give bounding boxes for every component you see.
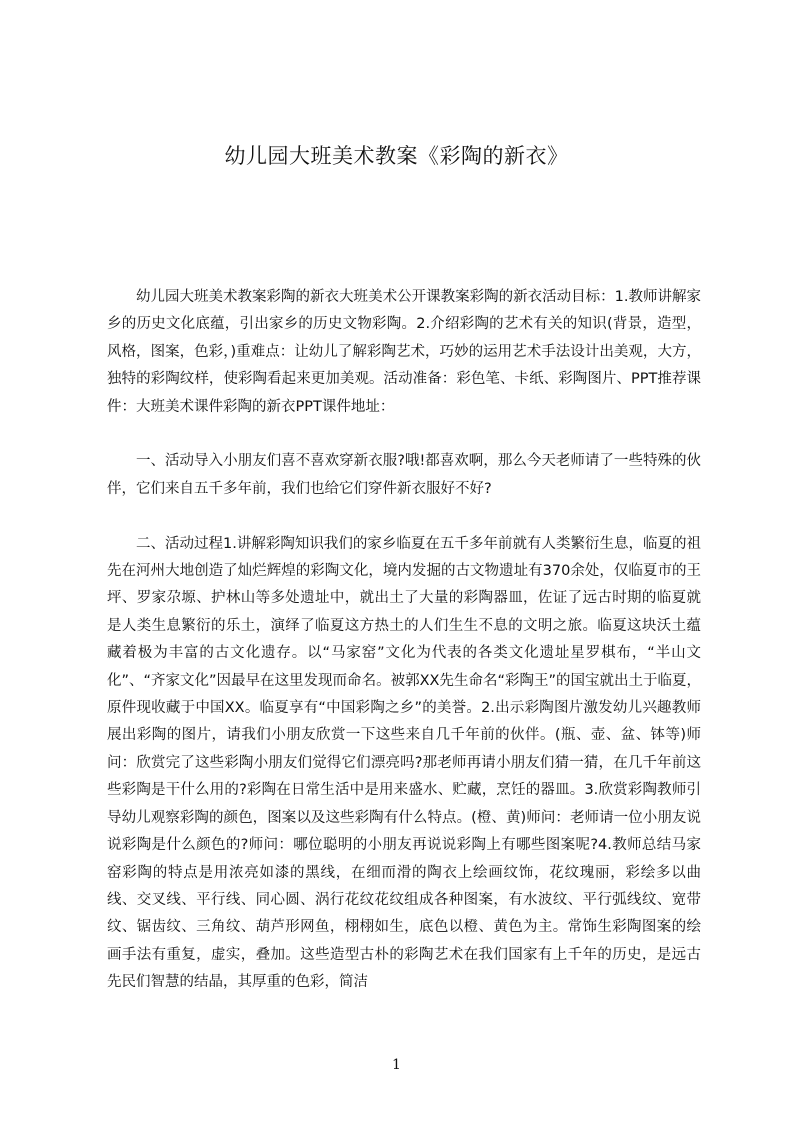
paragraph-activity-process: 二、活动过程1.讲解彩陶知识我们的家乡临夏在五千多年前就有人类繁衍生息，临夏的祖先在河州大地创造了灿烂辉煌的彩陶文化，境内发掘的古文物遗址有370余处，仅临夏市的王坪、罗家尕塬、护林山等多处遗址中，就出土了大量的彩陶器皿，佐证了远古时期的临夏就是人类生息繁衍的乐土，演绎了临夏这方热土的人们生生不息的文明之旅。临夏这块沃土蕴藏着极为丰富的古文化遗存。以“马家窑”文化为代表的各类文化遗址星罗棋布，“半山文化”、“齐家文化”因最早在这里发现而命名。被郭XX先生命名“彩陶王”的国宝就出土于临夏，原件现收藏于中国XX。临夏享有“中国彩陶之乡”的美誉。2.出示彩陶图片激发幼儿兴趣教师展出彩陶的图片，请我们小朋友欣赏一下这些来自几千年前的伙伴。(瓶、壶、盆、钵等)师问：欣赏完了这些彩陶小朋友们觉得它们漂亮吗?那老师再请小朋友们猜一猜，在几千年前这些彩陶是干什么用的?彩陶在日常生活中是用来盛水、贮藏，烹饪的器皿。3.欣赏彩陶教师引导幼儿观察彩陶的颜色，图案以及这些彩陶有什么特点。(橙、黄)师问：老师请一位小朋友说说彩陶是什么颜色的?师问：哪位聪明的小朋友再说说彩陶上有哪些图案呢?4.教师总结马家窑彩陶的特点是用浓亮如漆的黑线，在细而滑的陶衣上绘画纹饰，花纹瑰丽，彩绘多以曲线、交叉线、平行线、同心圆、涡行花纹花纹组成各种图案，有水波纹、平行弧线纹、宽带纹、锯齿纹、三角纹、葫芦形网鱼，栩栩如生，底色以橙、黄色为主。常饰生彩陶图案的绘画手法有重复，虚实，叠加。这些造型古朴的彩陶艺术在我们国家有上千年的历史，是远古先民们智慧的结晶，其厚重的色彩，简洁 bbox=[107, 535, 701, 991]
page-number: 1 bbox=[392, 1057, 401, 1073]
paragraph-spacer bbox=[107, 503, 701, 530]
document-body bbox=[107, 284, 701, 997]
paragraph-intro: 幼儿园大班美术教案彩陶的新衣大班美术公开课教案彩陶的新衣活动目标：1.教师讲解家乡的历史文化底蕴，引出家乡的历史文物彩陶。2.介绍彩陶的艺术有关的知识(背景，造型，风格，图案，色彩，)重难点：让幼儿了解彩陶艺术，巧妙的运用艺术手法设计出美观，大方，独特的彩陶纹样，使彩陶看起来更加美观。活动准备：彩色笔、卡纸、彩陶图片、PPT推荐课件：大班美术课件彩陶的新衣PPT课件地址： bbox=[107, 289, 701, 415]
document-title: 幼儿园大班美术教案《彩陶的新衣》 bbox=[224, 144, 569, 168]
paragraph-spacer bbox=[107, 421, 701, 448]
paragraph-activity-intro: 一、活动导入小朋友们喜不喜欢穿新衣服?哦!都喜欢啊，那么今天老师请了一些特殊的伙伴，它们来自五千多年前，我们也给它们穿件新衣服好不好? bbox=[107, 453, 701, 497]
